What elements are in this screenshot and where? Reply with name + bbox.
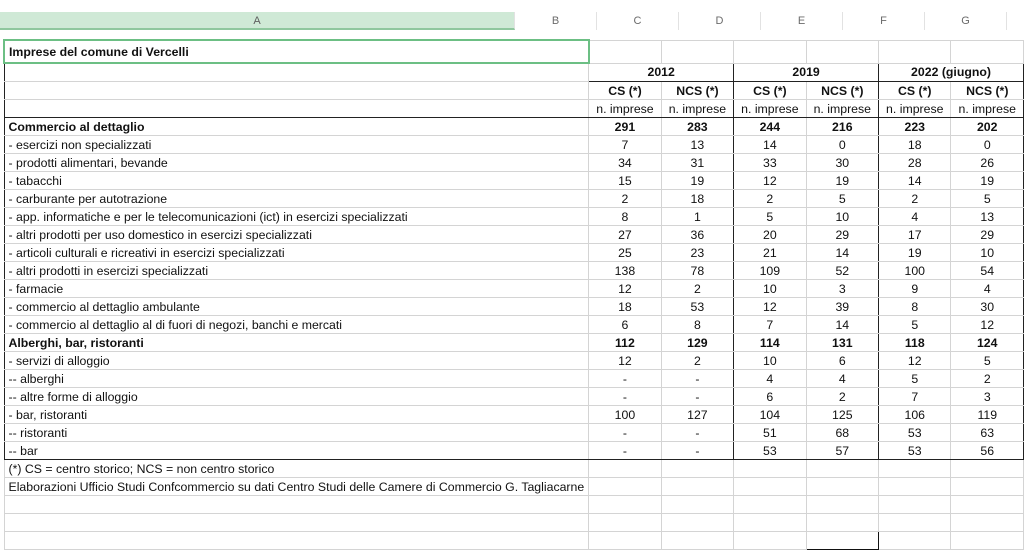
value-cell[interactable]: 6	[806, 352, 878, 370]
value-cell[interactable]: 2	[951, 370, 1024, 388]
row-label[interactable]: - altri prodotti in esercizi specializzati	[4, 262, 589, 280]
value-cell[interactable]: 19	[661, 172, 733, 190]
value-cell[interactable]: 5	[951, 352, 1024, 370]
cell[interactable]	[589, 460, 661, 478]
value-cell[interactable]: 14	[879, 172, 951, 190]
cell[interactable]	[4, 496, 589, 514]
subheader-cell[interactable]: NCS (*)	[806, 82, 878, 100]
value-cell[interactable]: 3	[951, 388, 1024, 406]
cell[interactable]	[806, 514, 878, 532]
cell[interactable]	[734, 478, 806, 496]
value-cell[interactable]: 5	[879, 316, 951, 334]
value-cell[interactable]: 12	[589, 280, 661, 298]
value-cell[interactable]: 68	[806, 424, 878, 442]
value-cell[interactable]: 5	[879, 370, 951, 388]
value-cell[interactable]: 118	[879, 334, 951, 352]
cell[interactable]	[4, 63, 589, 82]
cell[interactable]	[4, 514, 589, 532]
value-cell[interactable]: 4	[806, 370, 878, 388]
value-cell[interactable]: 14	[806, 244, 878, 262]
row-label[interactable]: - app. informatiche e per le telecomunicazioni (ict) in esercizi specializzati	[4, 208, 589, 226]
value-cell[interactable]: 127	[661, 406, 733, 424]
table-row	[4, 478, 1024, 496]
subheader-cell[interactable]: NCS (*)	[661, 82, 733, 100]
cell[interactable]	[734, 496, 806, 514]
cell[interactable]	[589, 514, 661, 532]
value-cell[interactable]: 131	[806, 334, 878, 352]
value-cell[interactable]: 100	[589, 406, 661, 424]
value-cell[interactable]: 18	[879, 136, 951, 154]
table-row	[4, 406, 1024, 424]
unit-cell[interactable]: n. imprese	[661, 100, 733, 118]
value-cell[interactable]: -	[589, 388, 661, 406]
value-cell[interactable]: -	[661, 442, 733, 460]
value-cell[interactable]: 5	[806, 190, 878, 208]
unit-cell[interactable]: n. imprese	[734, 100, 806, 118]
cell[interactable]	[879, 40, 951, 63]
value-cell[interactable]: 2	[879, 190, 951, 208]
cell[interactable]	[661, 460, 733, 478]
value-cell[interactable]: -	[589, 442, 661, 460]
value-cell[interactable]: 19	[951, 172, 1024, 190]
table-row	[4, 280, 1024, 298]
value-cell[interactable]: -	[589, 370, 661, 388]
table-row	[4, 334, 1024, 352]
value-cell[interactable]: 30	[806, 154, 878, 172]
column-header-f[interactable]: F	[843, 12, 925, 30]
cell[interactable]	[734, 532, 806, 550]
table-row	[4, 532, 1024, 550]
value-cell[interactable]: 2	[806, 388, 878, 406]
table-row	[4, 244, 1024, 262]
subheader-cell[interactable]: NCS (*)	[951, 82, 1024, 100]
column-header-d[interactable]: D	[679, 12, 761, 30]
value-cell[interactable]: 20	[734, 226, 806, 244]
value-cell[interactable]: 244	[734, 118, 806, 136]
value-cell[interactable]: 19	[879, 244, 951, 262]
table-row	[4, 496, 1024, 514]
value-cell[interactable]: 29	[806, 226, 878, 244]
value-cell[interactable]: 18	[589, 298, 661, 316]
cell[interactable]	[734, 514, 806, 532]
value-cell[interactable]: -	[589, 424, 661, 442]
subheader-row	[4, 82, 1024, 100]
table-row	[4, 424, 1024, 442]
value-cell[interactable]: 14	[734, 136, 806, 154]
row-label[interactable]: Commercio al dettaglio	[4, 118, 589, 136]
value-cell[interactable]: 12	[951, 316, 1024, 334]
unit-cell[interactable]: n. imprese	[879, 100, 951, 118]
cell[interactable]	[661, 478, 733, 496]
year-header-2012[interactable]: 2012	[589, 63, 734, 82]
value-cell[interactable]: 5	[951, 190, 1024, 208]
value-cell[interactable]: 10	[734, 352, 806, 370]
value-cell[interactable]: 4	[879, 208, 951, 226]
row-label[interactable]: - esercizi non specializzati	[4, 136, 589, 154]
table-row	[4, 316, 1024, 334]
value-cell[interactable]: 30	[951, 298, 1024, 316]
value-cell[interactable]: 51	[734, 424, 806, 442]
row-label[interactable]: - bar, ristoranti	[4, 406, 589, 424]
value-cell[interactable]: 8	[661, 316, 733, 334]
row-label[interactable]: -- altre forme di alloggio	[4, 388, 589, 406]
table-row	[4, 118, 1024, 136]
source-cell[interactable]: Elaborazioni Ufficio Studi Confcommercio su dati Centro Studi delle Camere di Commercio G. Tagliacarne	[4, 478, 589, 496]
column-header-b[interactable]: B	[515, 12, 597, 30]
value-cell[interactable]: 8	[879, 298, 951, 316]
value-cell[interactable]: 63	[951, 424, 1024, 442]
value-cell[interactable]: 109	[734, 262, 806, 280]
cell[interactable]	[661, 40, 733, 63]
value-cell[interactable]: 114	[734, 334, 806, 352]
table-row	[4, 190, 1024, 208]
value-cell[interactable]: 78	[661, 262, 733, 280]
unit-cell[interactable]: n. imprese	[806, 100, 878, 118]
column-header-bar	[0, 0, 1024, 30]
value-cell[interactable]: 112	[589, 334, 661, 352]
value-cell[interactable]: 17	[879, 226, 951, 244]
value-cell[interactable]: 8	[589, 208, 661, 226]
value-cell[interactable]: 18	[661, 190, 733, 208]
table-row	[4, 226, 1024, 244]
value-cell[interactable]: 36	[661, 226, 733, 244]
value-cell[interactable]: 119	[951, 406, 1024, 424]
cell[interactable]	[661, 496, 733, 514]
cell[interactable]	[806, 40, 878, 63]
row-label[interactable]: - carburante per autotrazione	[4, 190, 589, 208]
value-cell[interactable]: 15	[589, 172, 661, 190]
value-cell[interactable]: 9	[879, 280, 951, 298]
value-cell[interactable]: 19	[806, 172, 878, 190]
value-cell[interactable]: 33	[734, 154, 806, 172]
value-cell[interactable]: 223	[879, 118, 951, 136]
value-cell[interactable]: 100	[879, 262, 951, 280]
value-cell[interactable]: 13	[661, 136, 733, 154]
value-cell[interactable]: 3	[806, 280, 878, 298]
footnote-cell[interactable]: (*) CS = centro storico; NCS = non centro storico	[4, 460, 589, 478]
table-row	[4, 370, 1024, 388]
table-row	[4, 262, 1024, 280]
value-cell[interactable]: 31	[661, 154, 733, 172]
value-cell[interactable]: 283	[661, 118, 733, 136]
cell[interactable]	[661, 532, 733, 550]
value-cell[interactable]: 10	[806, 208, 878, 226]
row-label[interactable]: - commercio al dettaglio ambulante	[4, 298, 589, 316]
title-row	[4, 40, 1024, 63]
table-row	[4, 442, 1024, 460]
cell[interactable]	[806, 460, 878, 478]
value-cell[interactable]: 39	[806, 298, 878, 316]
unit-cell[interactable]: n. imprese	[951, 100, 1024, 118]
row-label[interactable]: -- bar	[4, 442, 589, 460]
value-cell[interactable]: 23	[661, 244, 733, 262]
cell[interactable]	[879, 496, 951, 514]
unit-row	[4, 100, 1024, 118]
value-cell[interactable]: 56	[951, 442, 1024, 460]
cell[interactable]	[734, 460, 806, 478]
value-cell[interactable]: 216	[806, 118, 878, 136]
value-cell[interactable]: 10	[951, 244, 1024, 262]
year-header-row	[4, 63, 1024, 82]
row-label[interactable]: - tabacchi	[4, 172, 589, 190]
table-row	[4, 172, 1024, 190]
value-cell[interactable]: 104	[734, 406, 806, 424]
subheader-cell[interactable]: CS (*)	[879, 82, 951, 100]
cell[interactable]	[951, 478, 1024, 496]
value-cell[interactable]: 5	[734, 208, 806, 226]
value-cell[interactable]: 6	[589, 316, 661, 334]
value-cell[interactable]: 21	[734, 244, 806, 262]
cell[interactable]	[589, 40, 661, 63]
value-cell[interactable]: 4	[951, 280, 1024, 298]
value-cell[interactable]: 291	[589, 118, 661, 136]
value-cell[interactable]: 0	[806, 136, 878, 154]
value-cell[interactable]: 14	[806, 316, 878, 334]
table-row	[4, 460, 1024, 478]
value-cell[interactable]: 2	[589, 190, 661, 208]
value-cell[interactable]: 53	[661, 298, 733, 316]
cell[interactable]	[806, 496, 878, 514]
year-header-2019[interactable]: 2019	[734, 63, 879, 82]
value-cell[interactable]: 7	[879, 388, 951, 406]
value-cell[interactable]: 10	[734, 280, 806, 298]
value-cell[interactable]: 12	[879, 352, 951, 370]
value-cell[interactable]: 6	[734, 388, 806, 406]
value-cell[interactable]: 7	[734, 316, 806, 334]
value-cell[interactable]: 57	[806, 442, 878, 460]
value-cell[interactable]: 53	[879, 442, 951, 460]
column-header-e[interactable]: E	[761, 12, 843, 30]
value-cell[interactable]: 129	[661, 334, 733, 352]
cell[interactable]	[734, 40, 806, 63]
value-cell[interactable]: 125	[806, 406, 878, 424]
cell[interactable]	[951, 496, 1024, 514]
row-label[interactable]: -- alberghi	[4, 370, 589, 388]
subheader-cell[interactable]: CS (*)	[589, 82, 661, 100]
row-label[interactable]: - commercio al dettaglio al di fuori di negozi, banchi e mercati	[4, 316, 589, 334]
cell[interactable]	[4, 100, 589, 118]
value-cell[interactable]: 138	[589, 262, 661, 280]
cell[interactable]	[879, 478, 951, 496]
cell[interactable]	[879, 460, 951, 478]
column-header-g[interactable]: G	[925, 12, 1007, 30]
cell[interactable]	[589, 478, 661, 496]
value-cell[interactable]: 202	[951, 118, 1024, 136]
value-cell[interactable]: -	[661, 370, 733, 388]
value-cell[interactable]: 106	[879, 406, 951, 424]
row-label[interactable]: - articoli culturali e ricreativi in esercizi specializzati	[4, 244, 589, 262]
column-header-c[interactable]: C	[597, 12, 679, 30]
value-cell[interactable]: 2	[661, 280, 733, 298]
value-cell[interactable]: 27	[589, 226, 661, 244]
value-cell[interactable]: 26	[951, 154, 1024, 172]
value-cell[interactable]: 53	[879, 424, 951, 442]
spreadsheet-grid	[3, 39, 1024, 550]
row-label[interactable]: - servizi di alloggio	[4, 352, 589, 370]
row-label[interactable]: - altri prodotti per uso domestico in esercizi specializzati	[4, 226, 589, 244]
subheader-cell[interactable]: CS (*)	[734, 82, 806, 100]
value-cell[interactable]: -	[661, 388, 733, 406]
value-cell[interactable]: 0	[951, 136, 1024, 154]
cell[interactable]	[879, 532, 951, 550]
column-header-a[interactable]: A	[0, 12, 515, 30]
cell[interactable]	[951, 40, 1024, 63]
table-row	[4, 388, 1024, 406]
value-cell[interactable]: 124	[951, 334, 1024, 352]
cell[interactable]	[4, 532, 589, 550]
table-row	[4, 352, 1024, 370]
value-cell[interactable]: 28	[879, 154, 951, 172]
row-label[interactable]: Alberghi, bar, ristoranti	[4, 334, 589, 352]
value-cell[interactable]: 54	[951, 262, 1024, 280]
table-row	[4, 208, 1024, 226]
value-cell[interactable]: -	[661, 424, 733, 442]
cell[interactable]	[589, 532, 661, 550]
row-label[interactable]: -- ristoranti	[4, 424, 589, 442]
value-cell[interactable]: 2	[734, 190, 806, 208]
value-cell[interactable]: 4	[734, 370, 806, 388]
cell[interactable]	[951, 514, 1024, 532]
cell[interactable]	[806, 478, 878, 496]
table-row	[4, 298, 1024, 316]
value-cell[interactable]: 12	[734, 298, 806, 316]
cell[interactable]	[4, 82, 589, 100]
cell[interactable]	[951, 460, 1024, 478]
value-cell[interactable]: 2	[661, 352, 733, 370]
active-cell[interactable]	[806, 532, 878, 550]
cell[interactable]	[951, 532, 1024, 550]
value-cell[interactable]: 29	[951, 226, 1024, 244]
cell[interactable]	[589, 496, 661, 514]
value-cell[interactable]: 25	[589, 244, 661, 262]
value-cell[interactable]: 53	[734, 442, 806, 460]
cell[interactable]	[661, 514, 733, 532]
table-row	[4, 514, 1024, 532]
value-cell[interactable]: 1	[661, 208, 733, 226]
value-cell[interactable]: 52	[806, 262, 878, 280]
value-cell[interactable]: 12	[589, 352, 661, 370]
unit-cell[interactable]: n. imprese	[589, 100, 661, 118]
year-header-2022[interactable]: 2022 (giugno)	[879, 63, 1024, 82]
table-row	[4, 154, 1024, 172]
value-cell[interactable]: 7	[589, 136, 661, 154]
title-cell[interactable]: Imprese del comune di Vercelli	[4, 40, 589, 63]
row-label[interactable]: - prodotti alimentari, bevande	[4, 154, 589, 172]
cell[interactable]	[879, 514, 951, 532]
value-cell[interactable]: 12	[734, 172, 806, 190]
row-label[interactable]: - farmacie	[4, 280, 589, 298]
value-cell[interactable]: 34	[589, 154, 661, 172]
value-cell[interactable]: 13	[951, 208, 1024, 226]
table-row	[4, 136, 1024, 154]
